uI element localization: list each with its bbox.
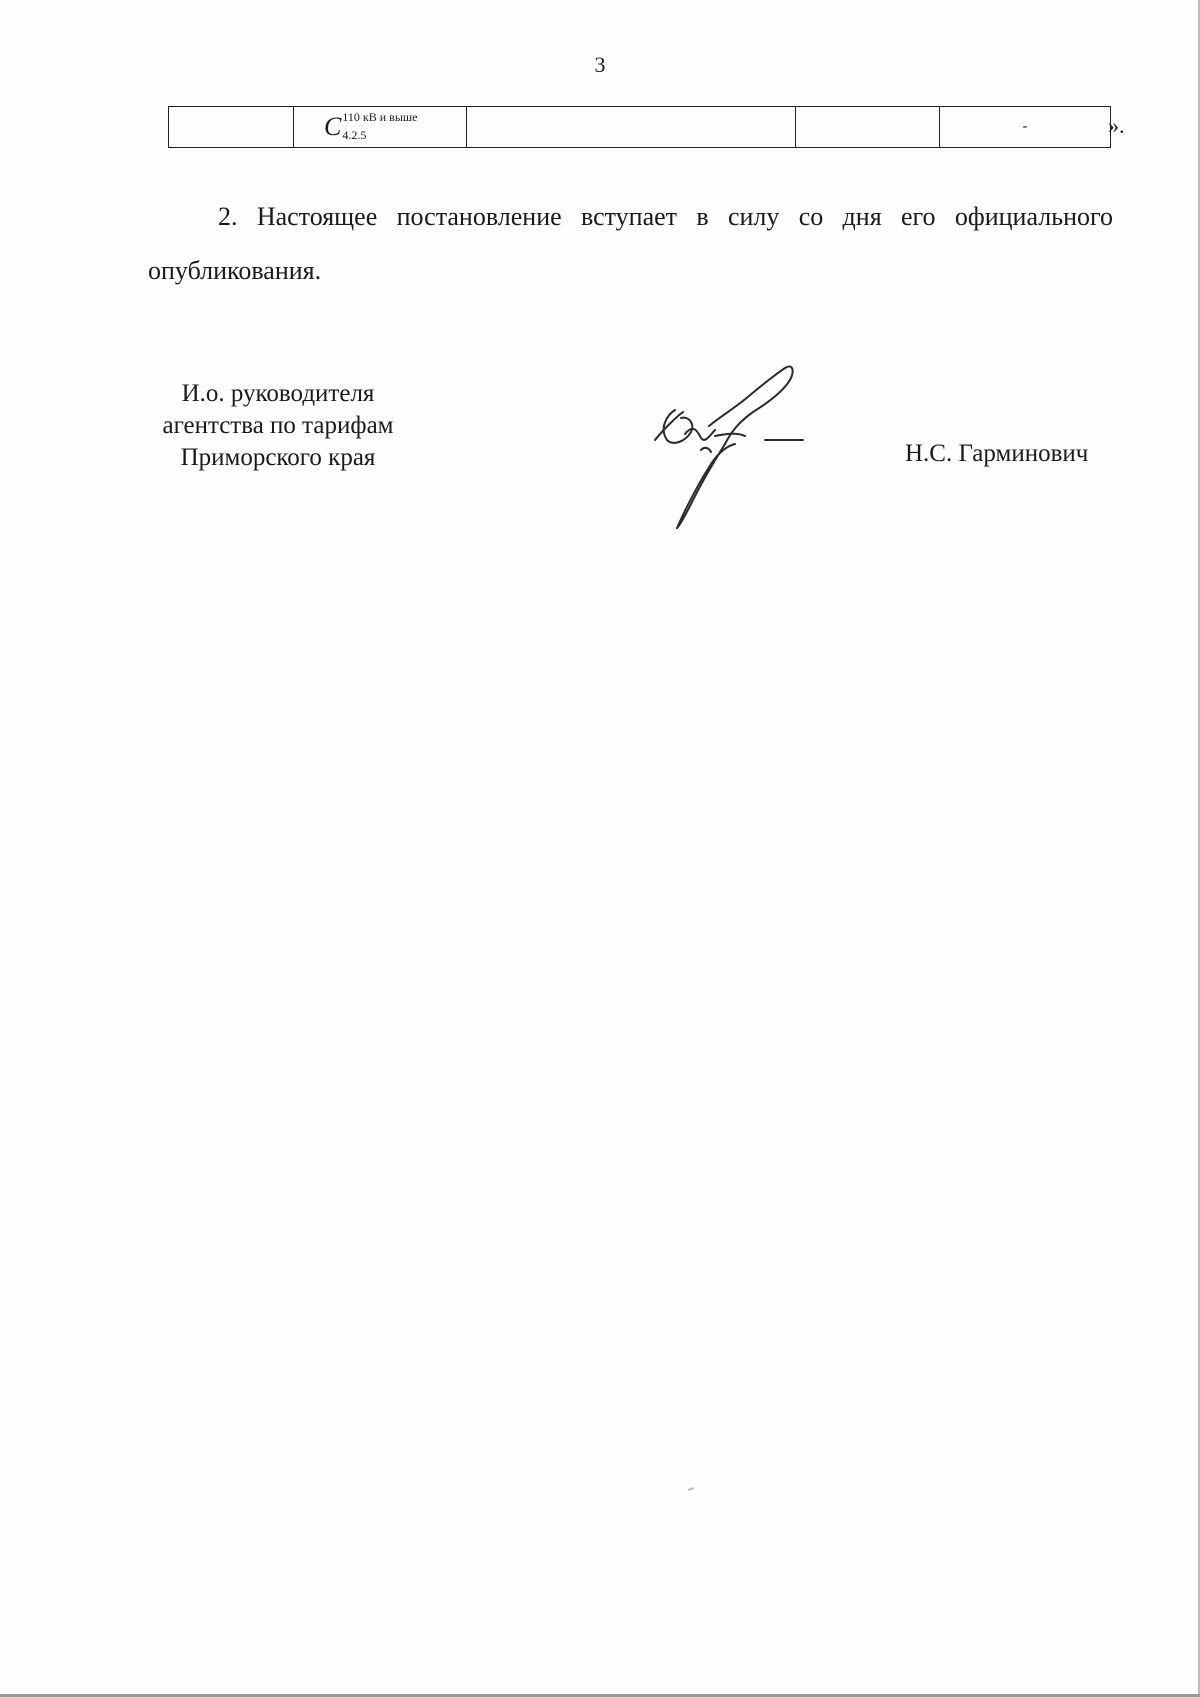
table-cell-formula bbox=[294, 107, 467, 148]
table-cell-empty bbox=[169, 107, 294, 148]
closing-quote: ». bbox=[1108, 113, 1125, 138]
table-cell-dash: - bbox=[940, 107, 1111, 148]
page-number: 3 bbox=[594, 52, 606, 77]
signatory-title-line: Приморского края bbox=[180, 444, 376, 471]
signer-name: Н.С. Гарминович bbox=[905, 440, 1089, 467]
formula-subscript: 4.2.5 bbox=[342, 128, 367, 142]
signatory-title-line: И.о. руководителя bbox=[181, 380, 375, 407]
scan-speck bbox=[688, 1487, 694, 1491]
table-row bbox=[169, 107, 1111, 148]
formula-symbol: C bbox=[324, 112, 342, 141]
table-cell-empty bbox=[467, 107, 796, 148]
formula-superscript: 110 кВ и выше bbox=[342, 110, 418, 124]
rate-formula bbox=[294, 110, 466, 142]
handwritten-signature bbox=[645, 360, 835, 530]
effective-date-paragraph: 2. Настоящее постановление вступает в силу со дня его официального опубликования. bbox=[148, 202, 1113, 285]
signatory-title bbox=[148, 378, 408, 474]
table-cell-empty bbox=[796, 107, 940, 148]
signatory-title-line: агентства по тарифам bbox=[162, 412, 394, 439]
tariff-table bbox=[168, 106, 1111, 148]
